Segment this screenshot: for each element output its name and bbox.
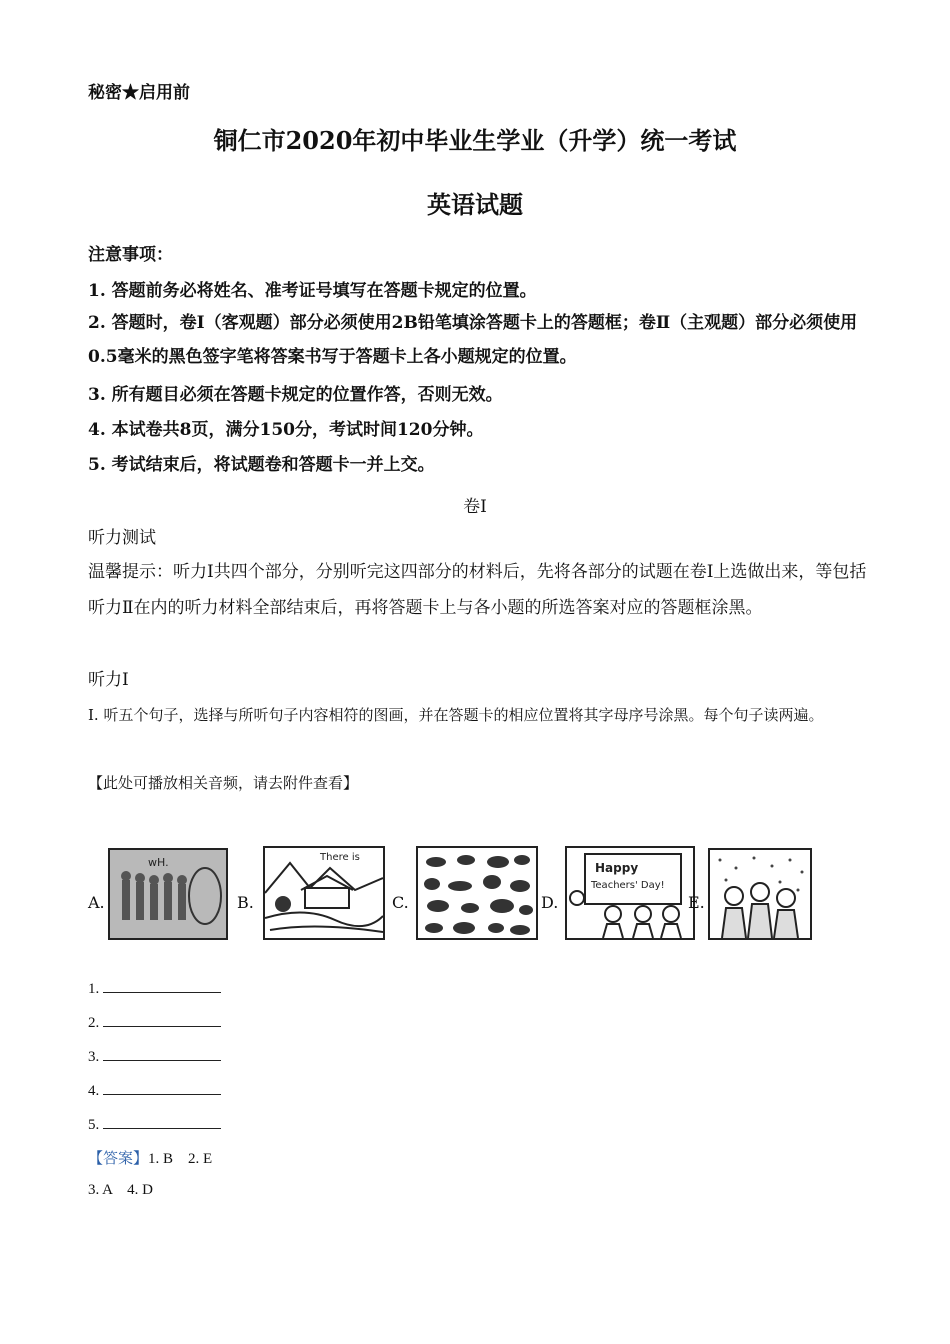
notice-item-4: 4. 本试卷共8页，满分150分，考试时间120分钟。 <box>88 420 484 440</box>
answer-blank[interactable] <box>103 978 221 993</box>
answer-blank[interactable] <box>103 1080 221 1095</box>
picture-row <box>88 843 848 943</box>
listening-tip: 温馨提示：听力Ⅰ共四个部分，分别听完这四部分的材料后，先将各部分的试题在卷Ⅰ上选做出来，等包括听力Ⅱ在内的听力材料全部结束后，再将答题卡上与各小题的所选答案对应的答题框涂黑。 <box>88 562 867 618</box>
landscape-picture <box>263 846 385 940</box>
notice-item-3: 3. 所有题目必须在答题卡规定的位置作答，否则无效。 <box>88 385 503 405</box>
picture-label-e: E. <box>688 893 705 912</box>
people-picture <box>108 848 228 940</box>
question-4 <box>88 1080 221 1100</box>
animals-picture <box>416 846 538 940</box>
picture-b-caption: There is <box>320 852 360 863</box>
picture-a-caption: wH. <box>148 856 169 869</box>
picture-d-caption: Teachers' Day! <box>591 880 665 891</box>
notice-item-2: 2. 答题时，卷Ⅰ（客观题）部分必须使用2B铅笔填涂答题卡上的答题框；卷Ⅱ（主观题）部分必须使用0.5毫米的黑色签字笔将答案书写于答题卡上各小题规定的位置。 <box>88 313 858 367</box>
question-number: 5. <box>88 1117 100 1133</box>
notice-item-1: 1. 答题前务必将姓名、准考证号填写在答题卡规定的位置。 <box>88 281 537 301</box>
listening-part: 听力Ⅰ <box>88 670 129 690</box>
answer-blank[interactable] <box>103 1114 221 1129</box>
volume-label: 卷Ⅰ <box>463 497 487 517</box>
svg-text:Happy: Happy <box>595 861 639 875</box>
question-1 <box>88 978 221 998</box>
snow-picture <box>708 848 812 940</box>
audio-note: 【此处可播放相关音频，请去附件查看】 <box>88 774 359 792</box>
question-2 <box>88 1012 221 1032</box>
answer-line-2: 3. A 4. D <box>88 1182 154 1198</box>
answer-line-1 <box>88 1147 212 1168</box>
answer-values-1: 1. B 2. E <box>148 1151 213 1167</box>
answer-blank[interactable] <box>103 1046 221 1061</box>
question-3 <box>88 1046 221 1066</box>
notice-heading: 注意事项： <box>88 245 173 265</box>
picture-label-b: B. <box>237 893 254 912</box>
answer-blank[interactable] <box>103 1012 221 1027</box>
picture-label-a: A. <box>88 893 105 912</box>
question-5 <box>88 1114 221 1134</box>
listening-instruction: Ⅰ. 听五个句子，选择与所听句子内容相符的图画，并在答题卡的相应位置将其字母序号涂黑。每个句子读两遍。 <box>88 706 824 724</box>
question-number: 2. <box>88 1015 100 1031</box>
answer-tag: 【答案】 <box>88 1151 149 1167</box>
picture-label-d: D. <box>541 893 559 912</box>
listening-title: 听力测试 <box>88 528 156 548</box>
question-number: 4. <box>88 1083 100 1099</box>
picture-label-c: C. <box>392 893 409 912</box>
question-number: 1. <box>88 981 100 997</box>
secret-label: 秘密★启用前 <box>88 83 190 103</box>
question-number: 3. <box>88 1049 100 1065</box>
teachers-day-picture <box>565 846 695 940</box>
exam-title: 铜仁市2020年初中毕业生学业（升学）统一考试 <box>213 126 737 155</box>
exam-subtitle: 英语试题 <box>427 190 523 219</box>
notice-item-5: 5. 考试结束后，将试题卷和答题卡一并上交。 <box>88 455 435 475</box>
